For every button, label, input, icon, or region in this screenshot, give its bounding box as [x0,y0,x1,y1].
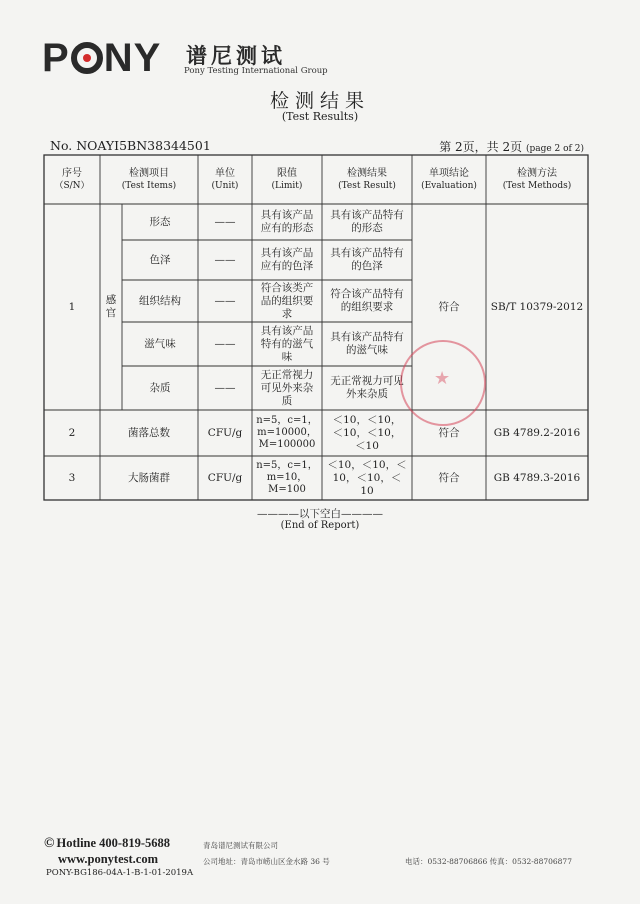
header-evaluation-en: (Evaluation) [421,180,477,191]
header-sn [44,155,100,204]
footer-website: www.ponytest.com [58,852,158,866]
row3-evaluation: 符合 [438,471,460,484]
document-subtitle: (Test Results) [281,110,359,123]
header-evaluation [412,155,486,204]
row3-result: ＜10，＜10，＜10，＜10，＜10 [327,458,407,497]
header-unit-cn: 单位 [215,167,235,179]
row3-sn: 3 [68,471,76,484]
header-limit-en: (Limit) [271,180,303,191]
header-test-methods-en: (Test Methods) [502,180,572,191]
row3-limit: n=5，c=1，m=10，M=100 [256,460,318,495]
footer-company: 青岛谱尼测试有限公司 [203,841,278,850]
company-name-en: Pony Testing International Group [184,66,328,76]
row1d-limit: 具有该产品特有的滋气味 [260,324,314,363]
company-seal-stamp [400,340,486,426]
row1c-item: 组织结构 [139,294,181,307]
header-unit [198,155,252,204]
row1e-result: 无正常视力可见外来杂质 [330,375,404,400]
header-limit [252,155,322,204]
document-title: 检测结果 [269,90,370,112]
header-test-result-cn: 检测结果 [347,167,387,179]
header-test-result-en: (Test Result) [338,180,396,191]
logo-letters-ny: NY [103,36,162,80]
end-of-report-cn: ————以下空白———— [257,508,383,520]
row1d-item: 滋气味 [144,337,176,350]
row1e-unit: —— [214,381,236,394]
row1a-unit: —— [214,215,236,228]
header-sn-en: （S/N） [54,180,90,191]
row2-item: 菌落总数 [128,426,170,439]
header-sn-cn: 序号 [62,167,82,179]
row2-sn: 2 [68,426,76,439]
row1a-result: 具有该产品特有的形态 [330,209,404,234]
row1-evaluation: 符合 [438,300,460,313]
footer-address: 公司地址：青岛市崂山区金水路 36 号 [203,857,330,866]
logo-letter-p: P [42,36,70,80]
row2-method: GB 4789.2-2016 [493,426,581,439]
footer-phone: 电话：0532-88706866 传真：0532-88706877 [405,857,572,866]
row3-unit: CFU/g [207,471,243,484]
row2-unit: CFU/g [207,426,243,439]
report-number: No. NOAYI5BN38344501 [50,138,211,153]
header-evaluation-cn: 单项结论 [429,167,469,179]
row1b-item: 色泽 [149,253,171,266]
header-test-methods [486,155,588,204]
company-name-cn: 谱尼测试 [186,43,286,68]
row1b-limit: 具有该产品应有的色泽 [260,247,314,272]
row1-category: 感官 [105,294,117,319]
row2-limit: n=5，c=1，m=10000，M=100000 [256,415,318,450]
page-indicator-en: (page 2 of 2) [525,144,584,154]
hotline-text: Hotline 400-819-5688 [56,836,171,850]
header-test-methods-cn: 检测方法 [517,167,557,179]
header-test-items-en: (Test Items) [121,180,177,191]
row2-result: ＜10，＜10，＜10，＜10，＜10 [332,413,402,452]
row2-evaluation: 符合 [438,426,460,439]
footer-form-code: PONY-BG186-04A-1-B-1-01-2019A [46,868,194,878]
row1b-unit: —— [214,253,236,266]
seal-star-icon: ★ [434,368,451,389]
header-test-result [322,155,412,204]
footer-hotline [44,836,170,852]
row1c-result: 符合该产品特有的组织要求 [330,288,404,313]
row1c-limit: 符合该类产品的组织要求 [260,281,314,320]
row1a-item: 形态 [149,215,171,228]
row3-method: GB 4789.3-2016 [493,471,581,484]
row1b-result: 具有该产品特有的色泽 [330,247,404,272]
header-limit-cn: 限值 [277,167,297,179]
row1d-unit: —— [214,337,236,350]
row1-sn: 1 [68,300,76,313]
row1e-limit: 无正常视力可见外来杂质 [260,368,314,407]
row1-method: SB/T 10379-2012 [490,300,584,313]
row1c-unit: —— [214,294,236,307]
row1e-item: 杂质 [149,381,171,394]
header-test-items [100,155,198,204]
row3-item: 大肠菌群 [128,471,170,484]
row1a-limit: 具有该产品应有的形态 [260,209,314,234]
row1d-result: 具有该产品特有的滋气味 [330,331,404,356]
end-of-report-en: (End of Report) [280,520,360,531]
header-unit-en: (Unit) [211,180,239,191]
page-indicator-cn: 第 2页，共 2页 [439,140,523,154]
copyright-icon: © [44,836,55,851]
header-test-items-cn: 检测项目 [129,167,169,179]
